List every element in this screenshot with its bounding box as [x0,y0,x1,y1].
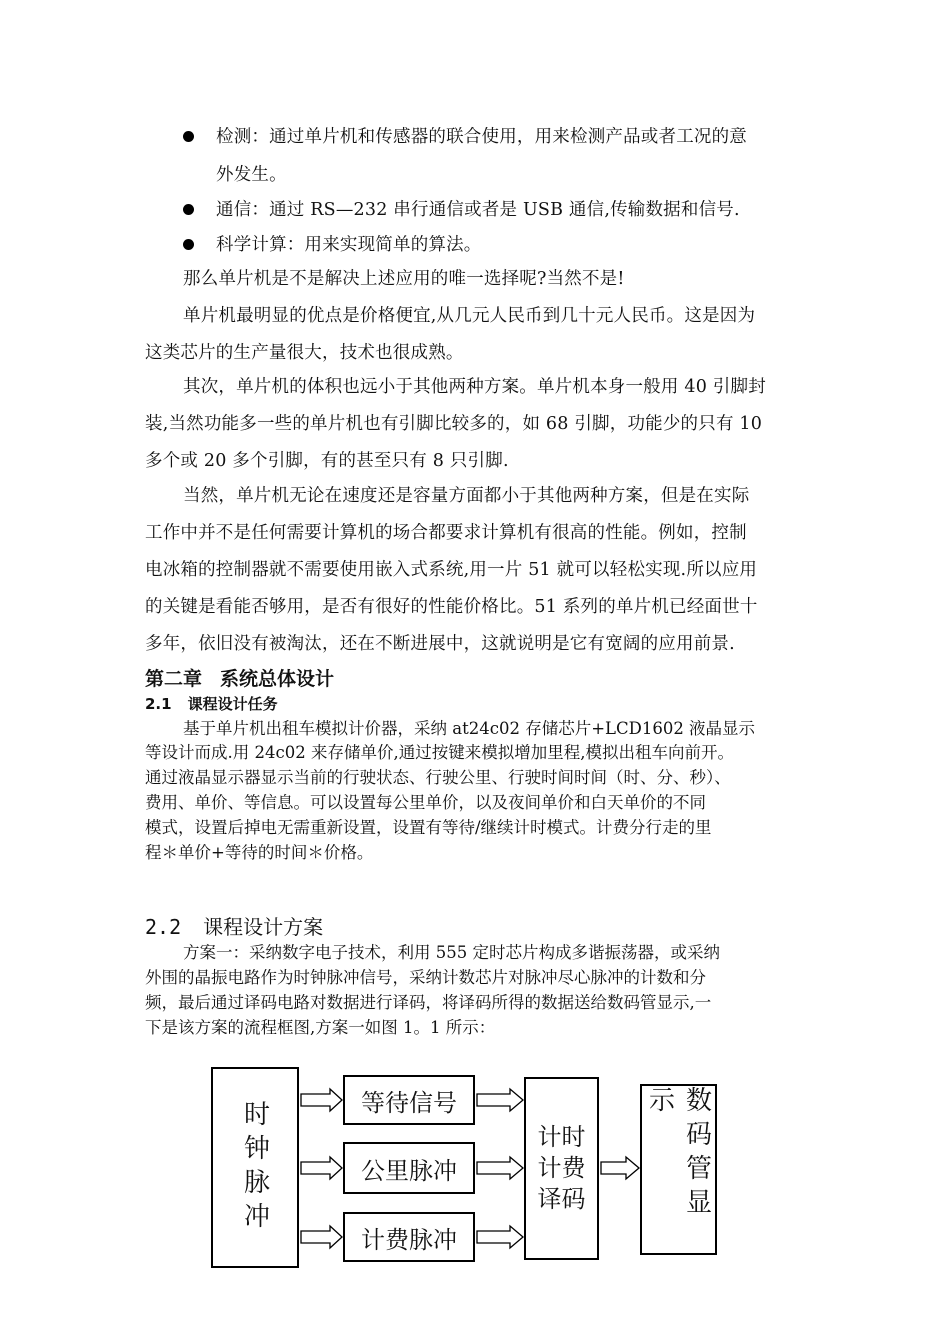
paragraph-line: 通过液晶显示器显示当前的行驶状态、行驶公里、行驶时间时间（时、分、秒）、 [145,768,731,787]
paragraph-line: 基于单片机出租车模拟计价器，采纳 at24c02 存储芯片+LCD1602 液晶显示 [183,719,756,738]
arrow-right-icon [601,1157,639,1179]
fee-pulse-box: 计费脉冲 [343,1212,475,1262]
paragraph-line: 单片机最明显的优点是价格便宜,从几元人民币到几十元人民币。这是因为 [183,306,756,326]
counter-line: 译码 [537,1185,586,1213]
paragraph-line: 方案一：采纳数字电子技术，利用 555 定时芯片构成多谐振荡器，或采纳 [183,943,720,962]
arrow-right-icon [477,1157,523,1179]
paragraph-line: 等设计而成.用 24c02 来存储单价,通过按键来模拟增加里程,模拟出租车向前开。 [145,743,734,762]
clock-pulse-box: 时钟脉冲 [211,1067,299,1268]
counter-line: 计时 [537,1123,586,1151]
paragraph-line: 程＊单价+等待的时间＊价格。 [145,843,374,862]
counter-line: 计费 [537,1154,586,1182]
paragraph-line: 当然，单片机无论在速度还是容量方面都小于其他两种方案，但是在实际 [183,486,750,506]
section-title: 课程设计任务 [187,695,278,713]
section-title: 课程设计方案 [203,915,324,939]
bullet-text: 通信：通过 RS—232 串行通信或者是 USB 通信,传输数据和信号. [216,200,740,220]
chapter-title: 系统总体设计 [220,668,335,690]
section-number: 2.1 [145,695,172,713]
paragraph-line: 外围的晶振电路作为时钟脉冲信号，采纳计数芯片对脉冲尽心脉冲的计数和分 [145,968,706,987]
paragraph-line: 工作中并不是任何需要计算机的场合都要求计算机有很高的性能。例如，控制 [145,523,747,543]
paragraph-line: 费用、单价、等信息。可以设置每公里单价，以及夜间单价和白天单价的不同 [145,793,706,812]
bullet-text: 科学计算：用来实现简单的算法。 [216,235,482,255]
paragraph-line: 多个或 20 多个引脚，有的甚至只有 8 只引脚. [145,451,509,471]
bullet-text: 检测：通过单片机和传感器的联合使用，用来检测产品或者工况的意 [216,127,747,147]
chapter-number: 第二章 [145,668,203,690]
wait-signal-box: 等待信号 [343,1075,475,1125]
paragraph-line: 电冰箱的控制器就不需要使用嵌入式系统,用一片 51 就可以轻松实现.所以应用 [145,560,758,580]
bullet-text: 外发生。 [216,165,287,185]
section-number: 2.2 [145,915,182,939]
arrow-right-icon [301,1157,342,1179]
arrow-right-icon [477,1226,523,1248]
digit-display-box: 数码管显示 [640,1084,717,1255]
paragraph-line: 装,当然功能多一些的单片机也有引脚比较多的，如 68 引脚，功能少的只有 10 [145,414,763,434]
paragraph-line: 那么单片机是不是解决上述应用的唯一选择呢?当然不是! [183,269,625,289]
arrow-right-icon [477,1089,523,1111]
paragraph-line: 模式，设置后掉电无需重新设置，设置有等待/继续计时模式。计费分行走的里 [145,818,712,837]
arrow-right-icon [301,1226,342,1248]
mileage-pulse-box: 公里脉冲 [343,1142,475,1194]
paragraph-line: 这类芯片的生产量很大，技术也很成熟。 [145,343,464,363]
paragraph-line: 的关键是看能否够用，是否有很好的性能价格比。51 系列的单片机已经面世十 [145,597,758,617]
paragraph-line: 频，最后通过译码电路对数据进行译码，将译码所得的数据送给数码管显示,一 [145,993,712,1012]
paragraph-line: 其次，单片机的体积也远小于其他两种方案。单片机本身一般用 40 引脚封 [183,377,766,397]
paragraph-line: 多年，依旧没有被淘汰，还在不断进展中，这就说明是它有宽阔的应用前景. [145,634,735,654]
arrow-right-icon [301,1089,342,1111]
paragraph-line: 下是该方案的流程框图,方案一如图 1。1 所示： [145,1018,496,1037]
